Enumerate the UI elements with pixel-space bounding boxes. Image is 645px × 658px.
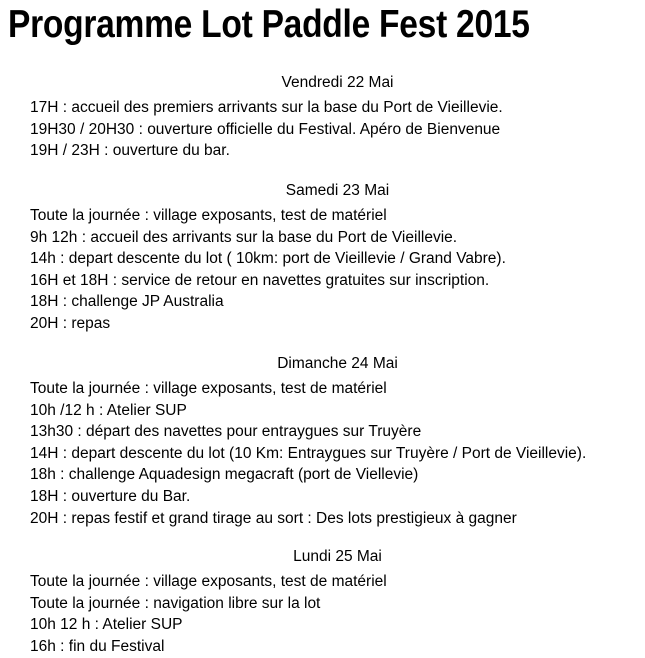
day-section-dimanche: [0, 354, 645, 529]
day-section-lundi: [0, 547, 645, 657]
schedule-line: 13h30 : départ des navettes pour entraygues sur Truyère: [30, 423, 422, 441]
day-heading: Dimanche 24 Mai: [277, 355, 398, 372]
schedule-line: Toute la journée : village exposants, test de matériel: [30, 207, 387, 224]
schedule-line: 14H : depart descente du lot (10 Km: Entraygues sur Truyère / Port de Vieillevie).: [30, 444, 587, 462]
schedule-line: 16H et 18H : service de retour en navettes gratuites sur inscription.: [30, 271, 490, 289]
day-heading: Lundi 25 Mai: [293, 548, 382, 565]
schedule-line: 20H : repas: [30, 314, 111, 332]
schedule-line: 19H / 23H : ouverture du bar.: [30, 142, 230, 160]
schedule-line: 18H : challenge JP Australia: [30, 293, 224, 311]
schedule-line: Toute la journée : village exposants, test de matériel: [30, 573, 387, 590]
schedule-line: 16h : fin du Festival: [30, 637, 165, 655]
schedule-line: 20H : repas festif et grand tirage au sort : Des lots prestigieux à gagner: [30, 509, 517, 527]
page-title: Programme Lot Paddle Fest 2015: [8, 3, 530, 46]
day-section-samedi: [0, 181, 645, 335]
schedule-line: 19H30 / 20H30 : ouverture officielle du Festival. Apéro de Bienvenue: [30, 120, 501, 138]
day-heading: Vendredi 22 Mai: [281, 74, 394, 91]
schedule-line: 10h 12 h : Atelier SUP: [30, 616, 183, 634]
schedule-line: 10h /12 h : Atelier SUP: [30, 401, 187, 419]
day-heading: Samedi 23 Mai: [285, 182, 390, 199]
schedule-line: 14h : depart descente du lot ( 10km: port de Vieillevie / Grand Vabre).: [30, 250, 506, 268]
schedule-line: Toute la journée : navigation libre sur la lot: [30, 594, 321, 612]
schedule-line: 9h 12h : accueil des arrivants sur la base du Port de Vieillevie.: [30, 228, 458, 246]
schedule-line: 17H : accueil des premiers arrivants sur la base du Port de Vieillevie.: [30, 99, 503, 116]
schedule-line: 18H : ouverture du Bar.: [30, 487, 191, 505]
day-section-vendredi: [0, 73, 645, 162]
schedule-line: 18h : challenge Aquadesign megacraft (port de Viellevie): [30, 466, 419, 484]
schedule-line: Toute la journée : village exposants, test de matériel: [30, 380, 387, 397]
